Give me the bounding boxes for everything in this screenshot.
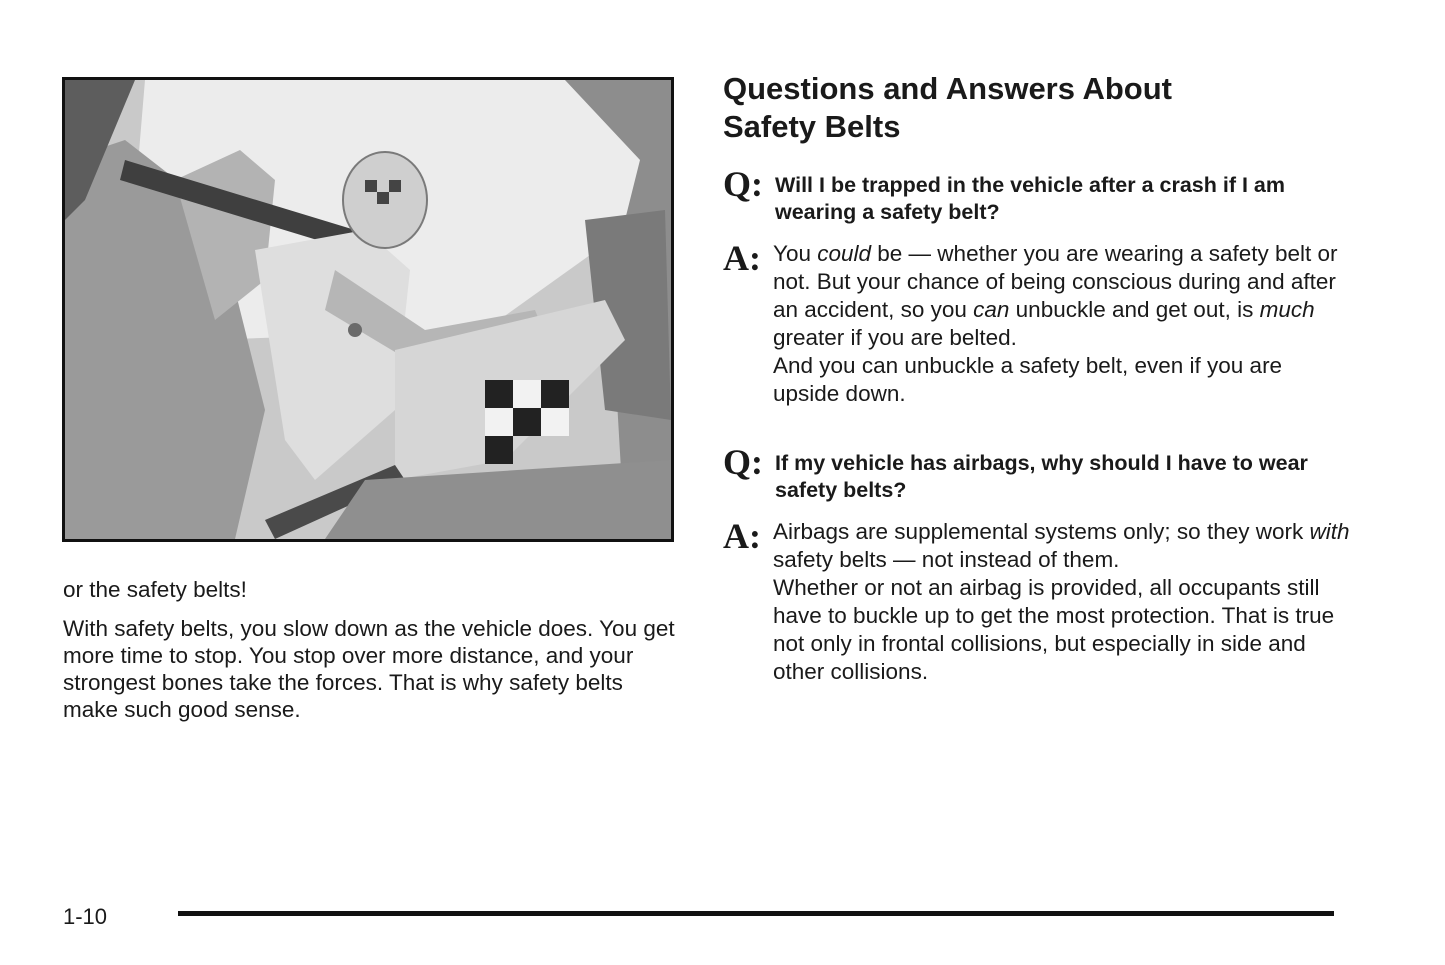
answer-span: unbuckle and get out, is — [1009, 297, 1260, 322]
answer-1 — [723, 240, 1353, 408]
answer-span: greater if you are belted. — [773, 325, 1017, 350]
a-mark: A: — [723, 238, 761, 278]
answer-2 — [723, 518, 1353, 686]
body-paragraph: With safety belts, you slow down as the vehicle does. You get more time to stop. You stop over more distance, and your strongest bones take the forces. That is why safety belts make such good sense. — [63, 616, 675, 722]
answer-span: be — whether you are wearing a safety belt or not. But your chance of being conscious during and after an accident, so you — [773, 241, 1338, 322]
answer-span: Airbags are supplemental systems only; so they work — [773, 519, 1310, 544]
answer-emphasis: could — [817, 241, 872, 266]
answer-paragraph-2: And you can unbuckle a safety belt, even if you are upside down. — [773, 353, 1283, 406]
answer-paragraph — [773, 240, 1353, 352]
page-number: 1-10 — [63, 904, 108, 929]
answer-span: safety belts — not instead of them. — [773, 547, 1120, 572]
photo-caption: or the safety belts! — [63, 577, 247, 602]
answer-span: You — [773, 241, 818, 266]
heading-line-1: Questions and Answers About — [723, 71, 1172, 106]
q-mark: Q: — [723, 442, 763, 482]
question-2 — [723, 444, 1353, 504]
q-mark: Q: — [723, 164, 763, 204]
answer-text — [773, 518, 1353, 686]
answer-text — [773, 240, 1353, 408]
answer-emphasis: much — [1259, 297, 1315, 322]
answer-emphasis: can — [973, 297, 1010, 322]
answer-paragraph — [773, 518, 1353, 574]
crash-test-dummy-image — [65, 80, 671, 539]
answer-emphasis: with — [1309, 519, 1350, 544]
section-heading — [723, 70, 1363, 146]
question-1 — [723, 166, 1353, 226]
footer-rule — [178, 911, 1334, 916]
answer-paragraph-2: Whether or not an airbag is provided, all occupants still have to buckle up to get the most protection. That is true not only in frontal collisions, but especially in side and other collisions. — [773, 575, 1335, 684]
crash-test-photo — [62, 77, 674, 542]
heading-line-2: Safety Belts — [723, 109, 901, 144]
question-text: If my vehicle has airbags, why should I have to wear safety belts? — [775, 451, 1308, 502]
a-mark: A: — [723, 516, 761, 556]
question-text: Will I be trapped in the vehicle after a crash if I am wearing a safety belt? — [775, 173, 1285, 224]
left-column-text — [63, 576, 683, 735]
